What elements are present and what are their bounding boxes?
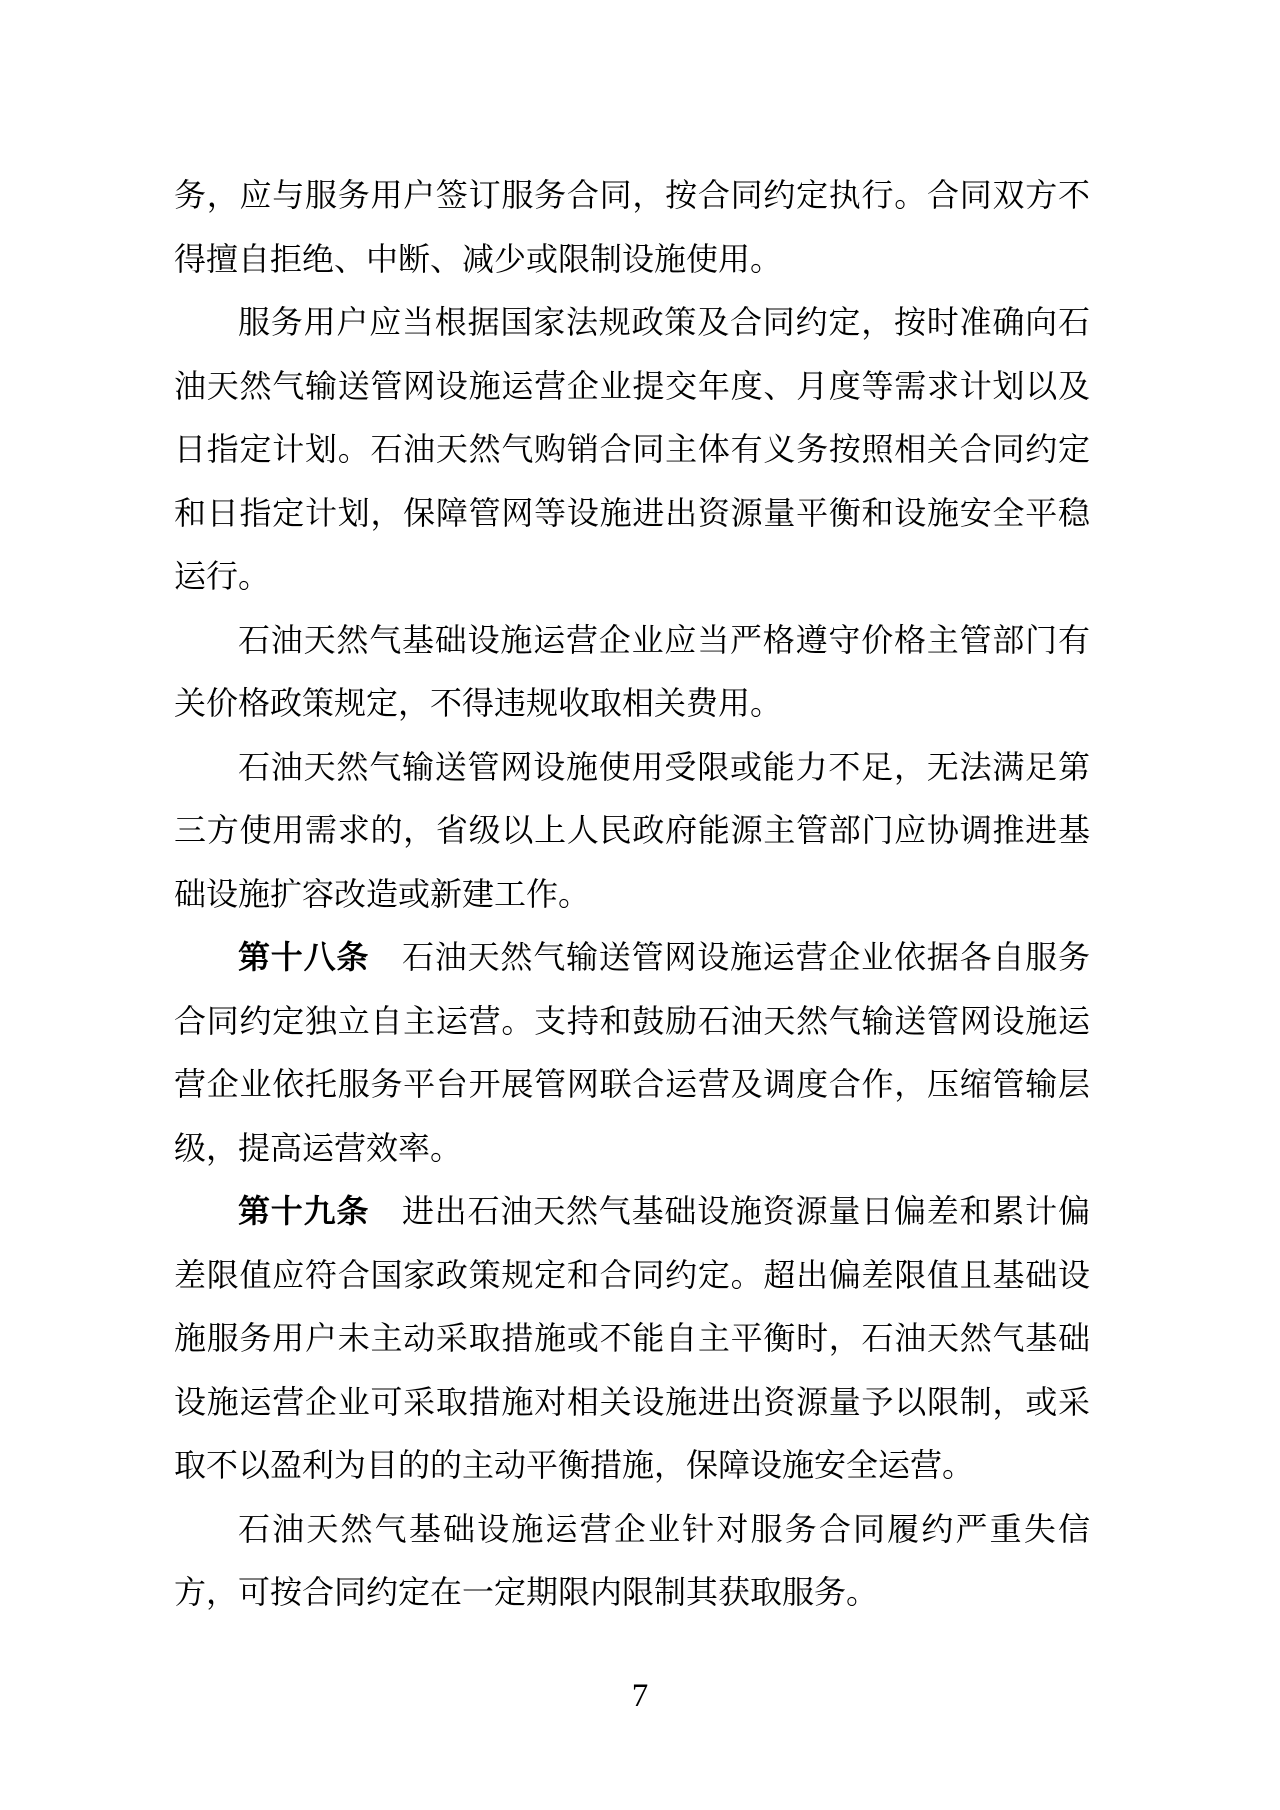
article-number: 第十九条 [238, 1193, 402, 1229]
text-run: 石油天然气基础设施运营企业针对服务合同履约严重失信方，可按合同约定在一定期限内限制其获取服务。 [174, 1510, 1090, 1610]
text-run: 石油天然气基础设施运营企业应当严格遵守价格主管部门有关价格政策规定，不得违规收取相关费用。 [174, 621, 1090, 721]
paragraph [174, 164, 1090, 291]
document-body [174, 164, 1090, 1625]
paragraph [174, 1180, 1090, 1498]
text-run: 石油天然气输送管网设施使用受限或能力不足，无法满足第三方使用需求的，省级以上人民政府能源主管部门应协调推进基础设施扩容改造或新建工作。 [174, 748, 1090, 912]
paragraph [174, 291, 1090, 609]
paragraph [174, 1498, 1090, 1625]
text-run: 进出石油天然气基础设施资源量日偏差和累计偏差限值应符合国家政策规定和合同约定。超出偏差限值且基础设施服务用户未主动采取措施或不能自主平衡时，石油天然气基础设施运营企业可采取措施对相关设施进出资源量予以限制，或采取不以盈利为目的的主动平衡措施，保障设施安全运营。 [174, 1193, 1090, 1483]
text-run: 务，应与服务用户签订服务合同，按合同约定执行。合同双方不得擅自拒绝、中断、减少或限制设施使用。 [174, 177, 1090, 277]
paragraph [174, 736, 1090, 927]
paragraph [174, 926, 1090, 1180]
paragraph [174, 609, 1090, 736]
text-run: 服务用户应当根据国家法规政策及合同约定，按时准确向石油天然气输送管网设施运营企业提交年度、月度等需求计划以及日指定计划。石油天然气购销合同主体有义务按照相关合同约定和日指定计划，保障管网等设施进出资源量平衡和设施安全平稳运行。 [174, 304, 1090, 594]
text-run: 石油天然气输送管网设施运营企业依据各自服务合同约定独立自主运营。支持和鼓励石油天然气输送管网设施运营企业依托服务平台开展管网联合运营及调度合作，压缩管输层级，提高运营效率。 [174, 939, 1090, 1166]
article-number: 第十八条 [238, 939, 402, 975]
page-number: 7 [631, 1678, 649, 1714]
